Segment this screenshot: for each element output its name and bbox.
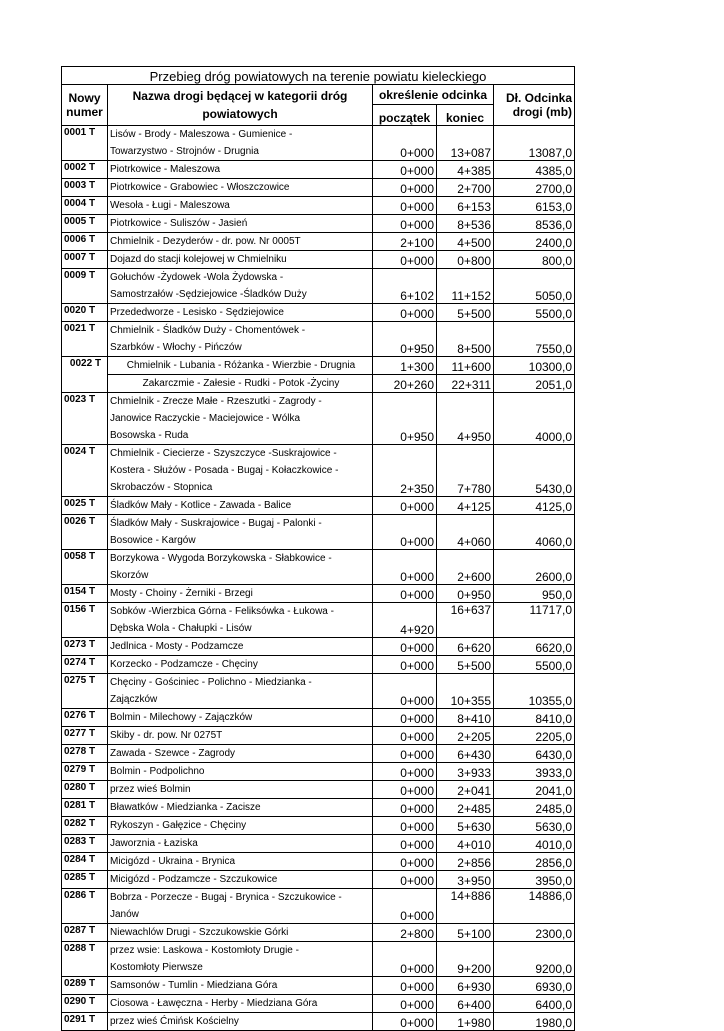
road-number: 0274 T [62, 656, 108, 674]
road-name [108, 995, 373, 1013]
road-name-line: Jedlnica - Mosty - Podzamcze [110, 641, 244, 652]
table-row [62, 638, 575, 656]
table-row [62, 357, 575, 375]
segment-end: 4+500 [437, 233, 494, 251]
segment-start: 0+000 [373, 215, 437, 233]
table-row [62, 799, 575, 817]
road-name [108, 853, 373, 871]
segment-length: 7550,0 [494, 322, 575, 357]
segment-end: 0+800 [437, 251, 494, 269]
road-name-line: Chmielnik - Dezyderów - dr. pow. Nr 0005T [110, 236, 301, 247]
table-row [62, 322, 575, 357]
road-name-line: Towarzystwo - Strojnów - Drugnia [110, 146, 259, 157]
road-name [108, 393, 373, 445]
segment-end: 2+856 [437, 853, 494, 871]
segment-start: 0+000 [373, 304, 437, 322]
road-name [108, 322, 373, 357]
segment-end: 5+100 [437, 924, 494, 942]
segment-start: 6+102 [373, 269, 437, 304]
table-row [62, 126, 575, 161]
road-name [108, 161, 373, 179]
road-name-line: Chęciny - Gościniec - Polichno - Miedzianka - [110, 677, 312, 688]
road-name-line: przez wieś Ćmińsk Kościelny [110, 1016, 239, 1027]
header-poczatek: początek [373, 105, 437, 126]
road-name-line: Chmielnik - Lubania - Różanka - Wierzbie - Drugnia [126, 360, 356, 371]
segment-start: 2+800 [373, 924, 437, 942]
segment-start: 0+000 [373, 497, 437, 515]
table-row [62, 656, 575, 674]
road-name [108, 269, 373, 304]
road-name-line: Przededworze - Lesisko - Sędziejowice [110, 307, 284, 318]
segment-length: 4010,0 [494, 835, 575, 853]
road-name-line: Wesoła - Ługi - Maleszowa [110, 200, 230, 211]
road-name [108, 638, 373, 656]
table-row [62, 603, 575, 638]
road-name-line: Chmielnik - Ciecierze - Szyszczyce -Suskrajowice - [110, 448, 337, 459]
road-name-line: Skrobaczów - Stopnica [110, 482, 213, 493]
road-name-line: Micigózd - Podzamcze - Szczukowice [110, 874, 278, 885]
road-name-line: Chmielnik - Zrecze Małe - Rzeszutki - Zagrody - [110, 396, 322, 407]
segment-length: 800,0 [494, 251, 575, 269]
table-row [62, 179, 575, 197]
road-name-line: Micigózd - Ukraina - Brynica [110, 856, 236, 867]
road-number: 0001 T [62, 126, 108, 161]
segment-length: 5500,0 [494, 656, 575, 674]
road-name [108, 674, 373, 709]
segment-end: 11+152 [437, 269, 494, 304]
road-number: 0291 T [62, 1013, 108, 1031]
segment-start: 0+000 [373, 674, 437, 709]
header-dl-odcinka: Dł. Odcinka [494, 85, 575, 105]
road-name-line: Zakarczmie - Załesie - Rudki - Potok -Życiny [142, 378, 340, 389]
road-number: 0281 T [62, 799, 108, 817]
header-nazwa-line2: powiatowych [202, 107, 278, 121]
road-name [108, 603, 373, 638]
segment-end: 22+311 [437, 375, 494, 393]
segment-end: 2+600 [437, 550, 494, 585]
table-row [62, 497, 575, 515]
segment-start: 2+350 [373, 445, 437, 497]
segment-length: 13087,0 [494, 126, 575, 161]
table-row [62, 585, 575, 603]
segment-end: 9+200 [437, 942, 494, 977]
road-name-line: Śladków Mały - Suskrajowice - Bugaj - Palonki - [110, 518, 322, 529]
table-row [62, 977, 575, 995]
table-row [62, 924, 575, 942]
segment-start: 0+000 [373, 1013, 437, 1031]
segment-length: 2205,0 [494, 727, 575, 745]
header-nazwa [108, 85, 373, 126]
segment-length: 10355,0 [494, 674, 575, 709]
segment-start: 0+000 [373, 515, 437, 550]
segment-length: 5430,0 [494, 445, 575, 497]
road-name [108, 1013, 373, 1031]
road-name-line: Piotrkowice - Suliszów - Jasień [110, 218, 248, 229]
table-row [62, 550, 575, 585]
segment-end: 10+355 [437, 674, 494, 709]
segment-length: 11717,0 [494, 603, 575, 638]
segment-start: 0+000 [373, 709, 437, 727]
table-row [62, 745, 575, 763]
road-name [108, 445, 373, 497]
segment-end: 0+950 [437, 585, 494, 603]
segment-end: 5+630 [437, 817, 494, 835]
segment-length: 2700,0 [494, 179, 575, 197]
road-name [108, 497, 373, 515]
table-row [62, 889, 575, 924]
segment-start: 0+000 [373, 745, 437, 763]
segment-length: 4060,0 [494, 515, 575, 550]
road-name [108, 709, 373, 727]
segment-end: 4+060 [437, 515, 494, 550]
road-name [108, 835, 373, 853]
road-name [108, 942, 373, 977]
segment-end: 3+950 [437, 871, 494, 889]
segment-end: 7+780 [437, 445, 494, 497]
road-name-line: Dojazd do stacji kolejowej w Chmielniku [110, 254, 287, 265]
segment-length: 9200,0 [494, 942, 575, 977]
road-name [108, 515, 373, 550]
road-name [108, 977, 373, 995]
table-row [62, 197, 575, 215]
header-numer: numer [62, 105, 108, 126]
segment-start: 20+260 [373, 375, 437, 393]
road-number: 0280 T [62, 781, 108, 799]
segment-end: 1+980 [437, 1013, 494, 1031]
table-row [62, 674, 575, 709]
segment-end: 4+950 [437, 393, 494, 445]
segment-length: 6620,0 [494, 638, 575, 656]
segment-length: 3950,0 [494, 871, 575, 889]
road-name-line: Samsonów - Tumlin - Miedziana Góra [110, 980, 278, 991]
road-name-line: Samostrzałów -Sędziejowice -Śladków Duży [110, 289, 307, 300]
segment-end: 6+153 [437, 197, 494, 215]
segment-length: 2856,0 [494, 853, 575, 871]
table-row [62, 304, 575, 322]
segment-length: 1980,0 [494, 1013, 575, 1031]
table-row [62, 709, 575, 727]
segment-length: 14886,0 [494, 889, 575, 924]
segment-end: 2+205 [437, 727, 494, 745]
table-row [62, 727, 575, 745]
road-number: 0285 T [62, 871, 108, 889]
header-okreslenie: określenie odcinka [373, 85, 494, 105]
road-name-line: przez wsie: Laskowa - Kostomłoty Drugie - [110, 945, 299, 956]
segment-length: 2300,0 [494, 924, 575, 942]
road-name-line: Ciosowa - Ławęczna - Herby - Miedziana Góra [110, 998, 318, 1009]
segment-length: 4125,0 [494, 497, 575, 515]
table-row [62, 161, 575, 179]
road-number: 0022 T [62, 357, 108, 393]
road-name [108, 817, 373, 835]
road-name-line: przez wieś Bolmin [110, 784, 191, 795]
table-row [62, 942, 575, 977]
segment-start: 0+000 [373, 550, 437, 585]
road-number: 0273 T [62, 638, 108, 656]
segment-end: 6+400 [437, 995, 494, 1013]
segment-start: 0+000 [373, 251, 437, 269]
road-name-line: Bolmin - Milechowy - Zajączków [110, 712, 253, 723]
segment-end: 13+087 [437, 126, 494, 161]
road-name-line: Chmielnik - Śladków Duży - Chomentówek - [110, 325, 306, 336]
segment-length: 8536,0 [494, 215, 575, 233]
road-name [108, 585, 373, 603]
header-nazwa-line1: Nazwa drogi będącej w kategorii dróg [132, 89, 348, 103]
segment-end: 5+500 [437, 656, 494, 674]
road-number: 0288 T [62, 942, 108, 977]
road-name-line: Dębska Wola - Chałupki - Lisów [110, 623, 252, 634]
table-row [62, 233, 575, 251]
road-name-line: Bławatków - Miedzianka - Zacisze [110, 802, 261, 813]
segment-start: 0+000 [373, 871, 437, 889]
road-name [108, 656, 373, 674]
segment-start: 0+000 [373, 638, 437, 656]
segment-start: 0+000 [373, 889, 437, 924]
road-name-line: Lisów - Brody - Maleszowa - Gumienice - [110, 129, 293, 140]
road-name-line: Zawada - Szewce - Zagrody [110, 748, 236, 759]
road-number: 0277 T [62, 727, 108, 745]
road-number: 0283 T [62, 835, 108, 853]
road-name [108, 727, 373, 745]
road-number: 0024 T [62, 445, 108, 497]
road-name-line: Kostera - Służów - Posada - Bugaj - Kołaczkowice - [110, 465, 339, 476]
table-row [62, 995, 575, 1013]
segment-end: 3+933 [437, 763, 494, 781]
segment-end: 8+500 [437, 322, 494, 357]
segment-length: 4000,0 [494, 393, 575, 445]
segment-end: 6+930 [437, 977, 494, 995]
segment-end: 2+700 [437, 179, 494, 197]
road-name [108, 745, 373, 763]
road-name-line: Piotrkowice - Maleszowa [110, 164, 221, 175]
road-number: 0276 T [62, 709, 108, 727]
road-name-line: Janowice Raczyckie - Maciejowice - Wólka [110, 413, 301, 424]
segment-start: 0+000 [373, 585, 437, 603]
road-name-line: Bolmin - Podpolichno [110, 766, 205, 777]
road-name-line: Bosowska - Ruda [110, 430, 189, 441]
road-name [108, 375, 373, 393]
segment-length: 6153,0 [494, 197, 575, 215]
table-row [62, 835, 575, 853]
road-name-line: Kostomłoty Pierwsze [110, 962, 203, 973]
segment-length: 8410,0 [494, 709, 575, 727]
segment-start: 4+920 [373, 603, 437, 638]
segment-start: 0+950 [373, 322, 437, 357]
table-row [62, 375, 575, 393]
segment-start: 0+000 [373, 781, 437, 799]
table-row [62, 251, 575, 269]
segment-length: 2600,0 [494, 550, 575, 585]
road-name [108, 197, 373, 215]
road-number: 0026 T [62, 515, 108, 550]
road-name-line: Rykoszyn - Gałęzice - Chęciny [110, 820, 247, 831]
road-name-line: Bobrza - Porzecze - Bugaj - Brynica - Szczukowice - [110, 892, 342, 903]
road-name [108, 126, 373, 161]
header-drogi-mb: drogi (mb) [494, 105, 575, 126]
road-number: 0025 T [62, 497, 108, 515]
segment-start: 0+000 [373, 763, 437, 781]
segment-length: 2485,0 [494, 799, 575, 817]
roads-table [61, 66, 575, 1031]
segment-length: 4385,0 [494, 161, 575, 179]
segment-start: 0+000 [373, 977, 437, 995]
segment-end: 5+500 [437, 304, 494, 322]
road-name-line: Skiby - dr. pow. Nr 0275T [110, 730, 223, 741]
road-name-line: Piotrkowice - Grabowiec - Włoszczowice [110, 182, 290, 193]
table-row [62, 781, 575, 799]
road-number: 0006 T [62, 233, 108, 251]
road-name [108, 799, 373, 817]
table-row [62, 393, 575, 445]
table-title: Przebieg dróg powiatowych na terenie powiatu kieleckiego [62, 67, 575, 85]
segment-length: 5630,0 [494, 817, 575, 835]
table-row [62, 817, 575, 835]
segment-length: 2041,0 [494, 781, 575, 799]
road-number: 0287 T [62, 924, 108, 942]
road-name [108, 550, 373, 585]
segment-end: 14+886 [437, 889, 494, 924]
table-row [62, 215, 575, 233]
segment-end: 11+600 [437, 357, 494, 375]
segment-start: 0+000 [373, 835, 437, 853]
header-koniec: koniec [437, 105, 494, 126]
segment-length: 6400,0 [494, 995, 575, 1013]
road-name [108, 781, 373, 799]
segment-start: 0+000 [373, 727, 437, 745]
segment-end: 4+385 [437, 161, 494, 179]
road-name-line: Borzykowa - Wygoda Borzykowska - Słabkowice - [110, 553, 332, 564]
segment-end: 6+620 [437, 638, 494, 656]
road-name [108, 251, 373, 269]
road-number: 0284 T [62, 853, 108, 871]
segment-start: 0+950 [373, 393, 437, 445]
road-name [108, 871, 373, 889]
table-row [62, 515, 575, 550]
road-name [108, 889, 373, 924]
road-number: 0275 T [62, 674, 108, 709]
segment-start: 1+300 [373, 357, 437, 375]
road-number: 0004 T [62, 197, 108, 215]
segment-length: 950,0 [494, 585, 575, 603]
segment-length: 10300,0 [494, 357, 575, 375]
segment-start: 0+000 [373, 799, 437, 817]
road-name [108, 304, 373, 322]
segment-start: 0+000 [373, 995, 437, 1013]
road-name [108, 215, 373, 233]
segment-length: 2400,0 [494, 233, 575, 251]
segment-end: 4+125 [437, 497, 494, 515]
road-name-line: Zajączków [110, 694, 158, 705]
road-name [108, 179, 373, 197]
table-row [62, 269, 575, 304]
road-name-line: Korzecko - Podzamcze - Chęciny [110, 659, 258, 670]
road-number: 0154 T [62, 585, 108, 603]
road-name-line: Janów [110, 909, 139, 920]
road-number: 0003 T [62, 179, 108, 197]
segment-end: 2+485 [437, 799, 494, 817]
road-number: 0156 T [62, 603, 108, 638]
segment-length: 6430,0 [494, 745, 575, 763]
segment-start: 0+000 [373, 656, 437, 674]
road-name-line: Szarbków - Włochy - Pińczów [110, 342, 242, 353]
road-number: 0290 T [62, 995, 108, 1013]
road-name [108, 233, 373, 251]
segment-length: 5050,0 [494, 269, 575, 304]
road-name-line: Śladków Mały - Kotlice - Zawada - Balice [110, 500, 292, 511]
road-name-line: Jaworznia - Łaziska [110, 838, 198, 849]
road-name [108, 763, 373, 781]
road-name-line: Bosowice - Kargów [110, 535, 196, 546]
road-number: 0286 T [62, 889, 108, 924]
road-number: 0009 T [62, 269, 108, 304]
segment-end: 2+041 [437, 781, 494, 799]
road-name-line: Niewachlów Drugi - Szczukowskie Górki [110, 927, 289, 938]
road-number: 0023 T [62, 393, 108, 445]
road-name [108, 357, 373, 375]
road-number: 0007 T [62, 251, 108, 269]
road-number: 0278 T [62, 745, 108, 763]
segment-start: 0+000 [373, 179, 437, 197]
road-name-line: Sobków -Wierzbica Górna - Feliksówka - Łukowa - [110, 606, 334, 617]
segment-start: 0+000 [373, 942, 437, 977]
segment-end: 8+410 [437, 709, 494, 727]
road-number: 0282 T [62, 817, 108, 835]
road-name-line: Skorzów [110, 570, 149, 581]
road-number: 0020 T [62, 304, 108, 322]
road-number: 0058 T [62, 550, 108, 585]
segment-length: 3933,0 [494, 763, 575, 781]
segment-start: 0+000 [373, 853, 437, 871]
segment-end: 16+637 [437, 603, 494, 638]
segment-length: 2051,0 [494, 375, 575, 393]
table-row [62, 445, 575, 497]
segment-start: 0+000 [373, 197, 437, 215]
segment-length: 6930,0 [494, 977, 575, 995]
road-name-line: Gołuchów -Żydowek -Wola Żydowska - [110, 272, 284, 283]
road-name-line: Mosty - Choiny - Żerniki - Brzegi [110, 588, 253, 599]
segment-start: 0+000 [373, 161, 437, 179]
segment-start: 0+000 [373, 126, 437, 161]
segment-end: 8+536 [437, 215, 494, 233]
segment-end: 6+430 [437, 745, 494, 763]
segment-start: 0+000 [373, 817, 437, 835]
segment-length: 5500,0 [494, 304, 575, 322]
road-number: 0005 T [62, 215, 108, 233]
segment-start: 2+100 [373, 233, 437, 251]
table-row [62, 853, 575, 871]
table-row [62, 763, 575, 781]
table-row [62, 1013, 575, 1031]
road-number: 0289 T [62, 977, 108, 995]
segment-end: 4+010 [437, 835, 494, 853]
road-number: 0021 T [62, 322, 108, 357]
header-nowy: Nowy [62, 85, 108, 105]
road-number: 0002 T [62, 161, 108, 179]
table-row [62, 871, 575, 889]
road-name [108, 924, 373, 942]
road-number: 0279 T [62, 763, 108, 781]
